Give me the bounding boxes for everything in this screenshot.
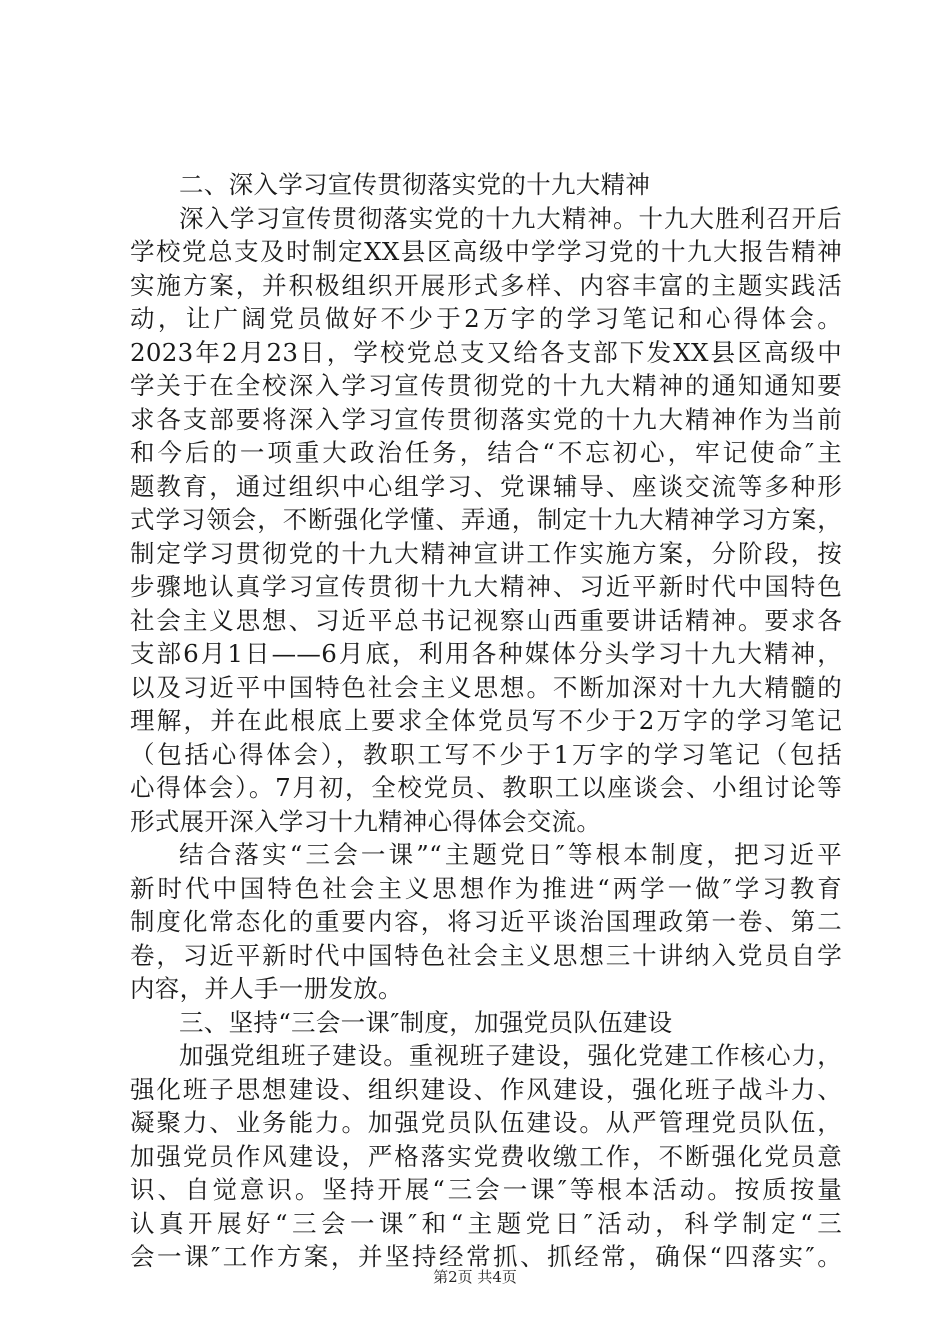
paragraph-line: 凝聚力、业务能力。加强党员队伍建设。从严管理党员队伍， — [130, 1108, 842, 1137]
section-heading-3: 三、坚持“三会一课″制度，加强党员队伍建设 — [179, 1007, 673, 1037]
paragraph-line: 内容，并人手一册发放。 — [130, 974, 403, 1003]
paragraph-line: （包括心得体会），教职工写不少于1万字的学习笔记（包括 — [130, 739, 842, 769]
paragraph-line: 卷，习近平新时代中国特色社会主义思想三十讲纳入党员自学 — [130, 940, 842, 970]
paragraph-line: 深入学习宣传贯彻落实党的十九大精神。十九大胜利召开后 — [179, 203, 842, 233]
paragraph-line: 心得体会）。7月初，全校党员、教职工以座谈会、小组讨论等 — [130, 773, 842, 802]
paragraph-line: 步骤地认真学习宣传贯彻十九大精神、习近平新时代中国特色 — [130, 572, 842, 601]
paragraph-line: 制度化常态化的重要内容，将习近平谈治国理政第一卷、第二 — [130, 907, 842, 936]
paragraph-line: 学关于在全校深入学习宣传贯彻党的十九大精神的通知通知要 — [130, 371, 842, 400]
paragraph-line: 2023年2月23日，学校党总支又给各支部下发XX县区高级中 — [130, 337, 842, 367]
paragraph-line: 社会主义思想、习近平总书记视察山西重要讲话精神。要求各 — [130, 605, 842, 635]
paragraph-3 — [130, 1039, 842, 1274]
paragraph-line: 实施方案，并积极组织开展形式多样、内容丰富的主题实践活 — [130, 270, 842, 300]
paragraph-line: 题教育，通过组织中心组学习、党课辅导、座谈交流等多种形 — [130, 471, 842, 501]
paragraph-line: 新时代中国特色社会主义思想作为推进“两学一做″学习教育 — [130, 873, 842, 903]
paragraph-line: 结合落实“三会一课”“主题党日″等根本制度，把习近平 — [179, 840, 842, 869]
paragraph-line: 强化班子思想建设、组织建设、作风建设，强化班子战斗力、 — [130, 1074, 842, 1104]
paragraph-line: 以及习近平中国特色社会主义思想。不断加深对十九大精髓的 — [130, 672, 842, 702]
paragraph-line: 式学习领会，不断强化学懂、弄通，制定十九大精神学习方案， — [130, 505, 842, 534]
paragraph-line: 学校党总支及时制定XX县区高级中学学习党的十九大报告精神 — [130, 237, 842, 266]
paragraph-line: 制定学习贯彻党的十九大精神宣讲工作实施方案，分阶段，按 — [130, 538, 842, 568]
paragraph-line: 动，让广阔党员做好不少于2万字的学习笔记和心得体会。 — [130, 304, 842, 333]
paragraph-line: 认真开展好“三会一课″和“主题党日″活动，科学制定“三 — [130, 1208, 842, 1238]
paragraph-2 — [130, 838, 842, 1006]
page-number: 第2页 共4页 — [433, 1268, 517, 1286]
paragraph-line: 和今后的一项重大政治任务，结合“不忘初心，牢记使命″主 — [130, 438, 842, 467]
paragraph-line: 支部6月1日——6月底，利用各种媒体分头学习十九大精神， — [130, 639, 842, 668]
paragraph-1 — [130, 202, 842, 839]
paragraph-line: 加强党组班子建设。重视班子建设，强化党建工作核心力， — [179, 1041, 842, 1070]
section-heading-2: 二、深入学习宣传贯彻落实党的十九大精神 — [179, 170, 651, 199]
paragraph-line: 理解，并在此根底上要求全体党员写不少于2万字的学习笔记 — [130, 706, 842, 735]
paragraph-line: 会一课″工作方案，并坚持经常抓、抓经常，确保“四落实″。 — [130, 1242, 842, 1271]
paragraph-line: 识、自觉意识。坚持开展“三会一课″等根本活动。按质按量 — [130, 1175, 842, 1204]
document-body — [130, 168, 842, 1274]
paragraph-line: 求各支部要将深入学习宣传贯彻落实党的十九大精神作为当前 — [130, 404, 842, 434]
paragraph-line: 形式展开深入学习十九精神心得体会交流。 — [130, 806, 602, 836]
paragraph-line: 加强党员作风建设，严格落实党费收缴工作，不断强化党员意 — [130, 1141, 842, 1171]
